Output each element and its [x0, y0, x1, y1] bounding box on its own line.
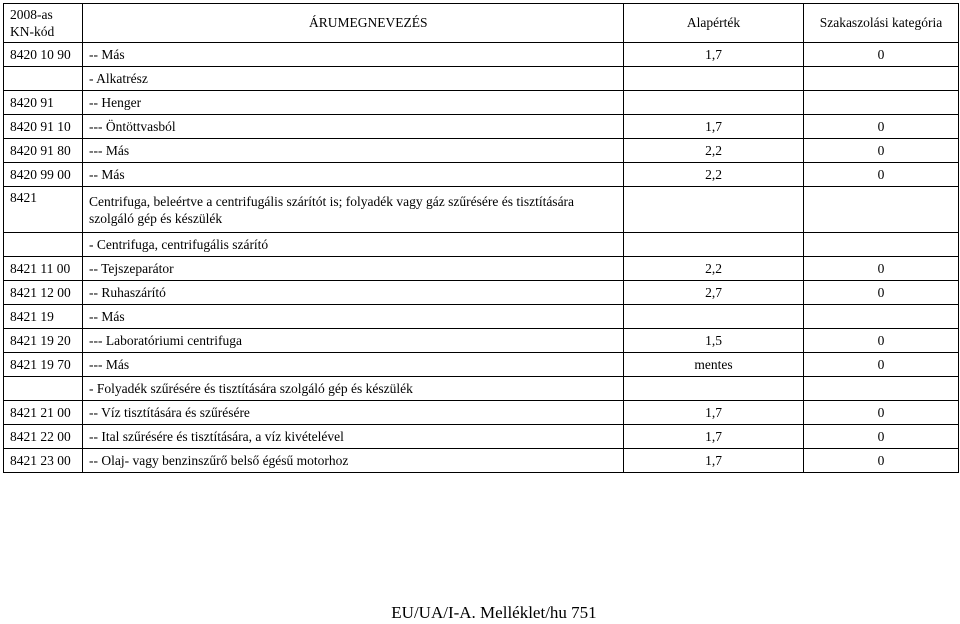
header-staging-category: Szakaszolási kategória	[804, 4, 959, 43]
description-cell: --- Öntöttvasból	[83, 115, 624, 139]
base-rate-cell	[624, 91, 804, 115]
staging-category-cell: 0	[804, 353, 959, 377]
staging-category-cell: 0	[804, 425, 959, 449]
staging-category-cell: 0	[804, 401, 959, 425]
description-cell: -- Olaj- vagy benzinszűrő belső égésű motorhoz	[83, 449, 624, 473]
staging-category-cell: 0	[804, 163, 959, 187]
table-row	[4, 115, 959, 139]
staging-category-cell: 0	[804, 43, 959, 67]
base-rate-cell: 2,2	[624, 163, 804, 187]
table-row	[4, 281, 959, 305]
cn-code-cell	[4, 377, 83, 401]
tariff-table	[3, 3, 959, 473]
base-rate-cell: 1,7	[624, 401, 804, 425]
cn-code-cell: 8421 21 00	[4, 401, 83, 425]
cn-code-cell: 8420 10 90	[4, 43, 83, 67]
base-rate-cell: 2,2	[624, 139, 804, 163]
base-rate-cell: mentes	[624, 353, 804, 377]
staging-category-cell	[804, 67, 959, 91]
cn-code-cell: 8420 91 80	[4, 139, 83, 163]
description-cell: -- Más	[83, 163, 624, 187]
description-cell: -- Ruhaszárító	[83, 281, 624, 305]
base-rate-cell	[624, 305, 804, 329]
base-rate-cell: 1,5	[624, 329, 804, 353]
base-rate-cell	[624, 233, 804, 257]
staging-category-cell: 0	[804, 115, 959, 139]
base-rate-cell: 1,7	[624, 425, 804, 449]
base-rate-cell	[624, 187, 804, 233]
header-code-line2: KN-kód	[10, 24, 55, 39]
description-cell: -- Más	[83, 43, 624, 67]
base-rate-cell: 2,7	[624, 281, 804, 305]
staging-category-cell: 0	[804, 139, 959, 163]
table-header-row	[4, 4, 959, 43]
staging-category-cell: 0	[804, 329, 959, 353]
staging-category-cell	[804, 377, 959, 401]
description-cell: -- Víz tisztítására és szűrésére	[83, 401, 624, 425]
table-row	[4, 187, 959, 233]
cn-code-cell: 8421 19 70	[4, 353, 83, 377]
header-code	[4, 4, 83, 43]
table-row	[4, 233, 959, 257]
cn-code-cell: 8420 91 10	[4, 115, 83, 139]
description-cell: --- Más	[83, 139, 624, 163]
description-cell: -- Henger	[83, 91, 624, 115]
base-rate-cell	[624, 377, 804, 401]
base-rate-cell: 1,7	[624, 449, 804, 473]
table-row	[4, 91, 959, 115]
description-cell: - Centrifuga, centrifugális szárító	[83, 233, 624, 257]
page-footer	[0, 603, 960, 623]
base-rate-cell: 1,7	[624, 43, 804, 67]
table-row	[4, 257, 959, 281]
staging-category-cell	[804, 233, 959, 257]
cn-code-cell: 8420 99 00	[4, 163, 83, 187]
table-row	[4, 329, 959, 353]
description-cell: -- Ital szűrésére és tisztítására, a víz kivételével	[83, 425, 624, 449]
table-row	[4, 305, 959, 329]
table-row	[4, 425, 959, 449]
description-cell: -- Más	[83, 305, 624, 329]
base-rate-cell: 2,2	[624, 257, 804, 281]
cn-code-cell: 8421	[4, 187, 83, 233]
cn-code-cell: 8421 23 00	[4, 449, 83, 473]
staging-category-cell	[804, 91, 959, 115]
description-cell: Centrifuga, beleértve a centrifugális szárítót is; folyadék vagy gáz szűrésére és tisztítására szolgáló gép és készülék	[83, 187, 624, 233]
table-row	[4, 377, 959, 401]
description-cell: - Alkatrész	[83, 67, 624, 91]
description-cell: - Folyadék szűrésére és tisztítására szolgáló gép és készülék	[83, 377, 624, 401]
header-base-rate: Alapérték	[624, 4, 804, 43]
cn-code-cell	[4, 233, 83, 257]
table-row	[4, 401, 959, 425]
table-row	[4, 449, 959, 473]
header-code-line1: 2008-as	[10, 7, 53, 22]
description-cell: -- Tejszeparátor	[83, 257, 624, 281]
cn-code-cell: 8420 91	[4, 91, 83, 115]
description-cell: --- Laboratóriumi centrifuga	[83, 329, 624, 353]
staging-category-cell	[804, 187, 959, 233]
base-rate-cell	[624, 67, 804, 91]
staging-category-cell	[804, 305, 959, 329]
staging-category-cell: 0	[804, 257, 959, 281]
cn-code-cell: 8421 19	[4, 305, 83, 329]
description-cell: --- Más	[83, 353, 624, 377]
cn-code-cell	[4, 67, 83, 91]
table-row	[4, 163, 959, 187]
table-row	[4, 353, 959, 377]
cn-code-cell: 8421 22 00	[4, 425, 83, 449]
footer-reference: EU/UA/I-A. Melléklet/hu 751	[391, 603, 597, 622]
cn-code-cell: 8421 12 00	[4, 281, 83, 305]
cn-code-cell: 8421 11 00	[4, 257, 83, 281]
header-description: ÁRUMEGNEVEZÉS	[83, 4, 624, 43]
staging-category-cell: 0	[804, 449, 959, 473]
staging-category-cell: 0	[804, 281, 959, 305]
table-row	[4, 67, 959, 91]
cn-code-cell: 8421 19 20	[4, 329, 83, 353]
table-row	[4, 43, 959, 67]
table-row	[4, 139, 959, 163]
base-rate-cell: 1,7	[624, 115, 804, 139]
